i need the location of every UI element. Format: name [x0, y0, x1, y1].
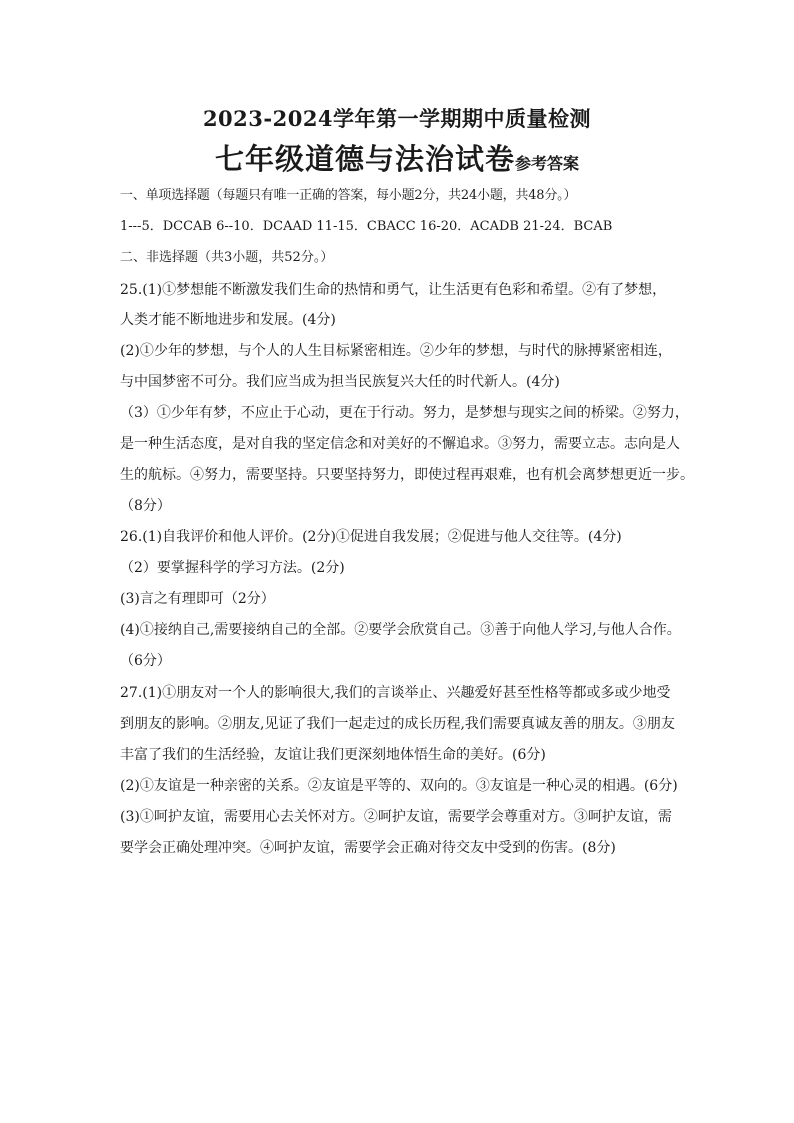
answer-line: 26.(1)自我评价和他人评价。(2分)①促进自我发展；②促进与他人交往等。(4分)	[120, 529, 622, 545]
answer-line: (3)①呵护友谊，需要用心去关怀对方。②呵护友谊，需要学会尊重对方。③呵护友谊，需	[120, 809, 672, 825]
subtitle-suffix: 参考答案	[515, 154, 580, 173]
answer-line: (4)①接纳自己,需要接纳自己的全部。②要学会欣赏自己。③善于向他人学习,与他人合作。	[120, 622, 681, 638]
answer-line: （2）要掌握科学的学习方法。(2分)	[120, 560, 345, 576]
answer-line: (2)①少年的梦想，与个人的人生目标紧密相连。②少年的梦想，与时代的脉搏紧密相连，	[120, 343, 672, 359]
answer-line: 要学会正确处理冲突。④呵护友谊，需要学会正确对待交友中受到的伤害。(8分)	[120, 840, 616, 856]
answer-line: （3）①少年有梦，不应止于心动，更在于行动。努力，是梦想与现实之间的桥梁。②努力，	[120, 405, 689, 421]
multiple-choice-answers: 1---5．DCCAB 6--10．DCAAD 11-15．CBACC 16-20．ACADB 21-24．BCAB	[120, 219, 613, 234]
answer-line: 到朋友的影响。②朋友,见证了我们一起走过的成长历程,我们需要真诚友善的朋友。③朋友	[120, 716, 675, 732]
section-one-heading: 一、单项选择题（每题只有唯一正确的答案，每小题2分，共24小题，共48分。）	[120, 188, 577, 203]
answer-line: 人类才能不断地进步和发展。(4分)	[120, 312, 336, 328]
answer-line: (2)①友谊是一种亲密的关系。②友谊是平等的、双向的。③友谊是一种心灵的相遇。(6分)	[120, 778, 678, 794]
answer-line: 与中国梦密不可分。我们应当成为担当民族复兴大任的时代新人。(4分)	[120, 374, 560, 390]
answer-line: 27.(1)①朋友对一个人的影响很大,我们的言谈举止、兴趣爱好甚至性格等都或多或少地受	[120, 685, 671, 701]
subtitle-main: 七年级道德与法治试卷	[214, 142, 515, 176]
answer-line: 是一种生活态度，是对自我的坚定信念和对美好的不懈追求。③努力，需要立志。志向是人	[120, 436, 680, 452]
answer-line: (3)言之有理即可（2分）	[120, 591, 275, 607]
answer-line: 生的航标。④努力，需要坚持。只要坚持努力，即使过程再艰难，也有机会离梦想更近一步。	[120, 467, 694, 483]
exam-title: 2023-2024学年第一学期期中质量检测	[202, 106, 592, 131]
answer-line: 丰富了我们的生活经验，友谊让我们更深刻地体悟生命的美好。(6分)	[120, 747, 546, 763]
section-two-heading: 二、非选择题（共3小题，共52分。）	[120, 250, 334, 265]
exam-subtitle	[0, 139, 794, 184]
answer-line: （8分）	[120, 498, 171, 514]
answer-line: 25.(1)①梦想能不断激发我们生命的热情和勇气，让生活更有色彩和希望。②有了梦想，	[120, 282, 667, 298]
answer-line: （6分）	[120, 653, 171, 669]
